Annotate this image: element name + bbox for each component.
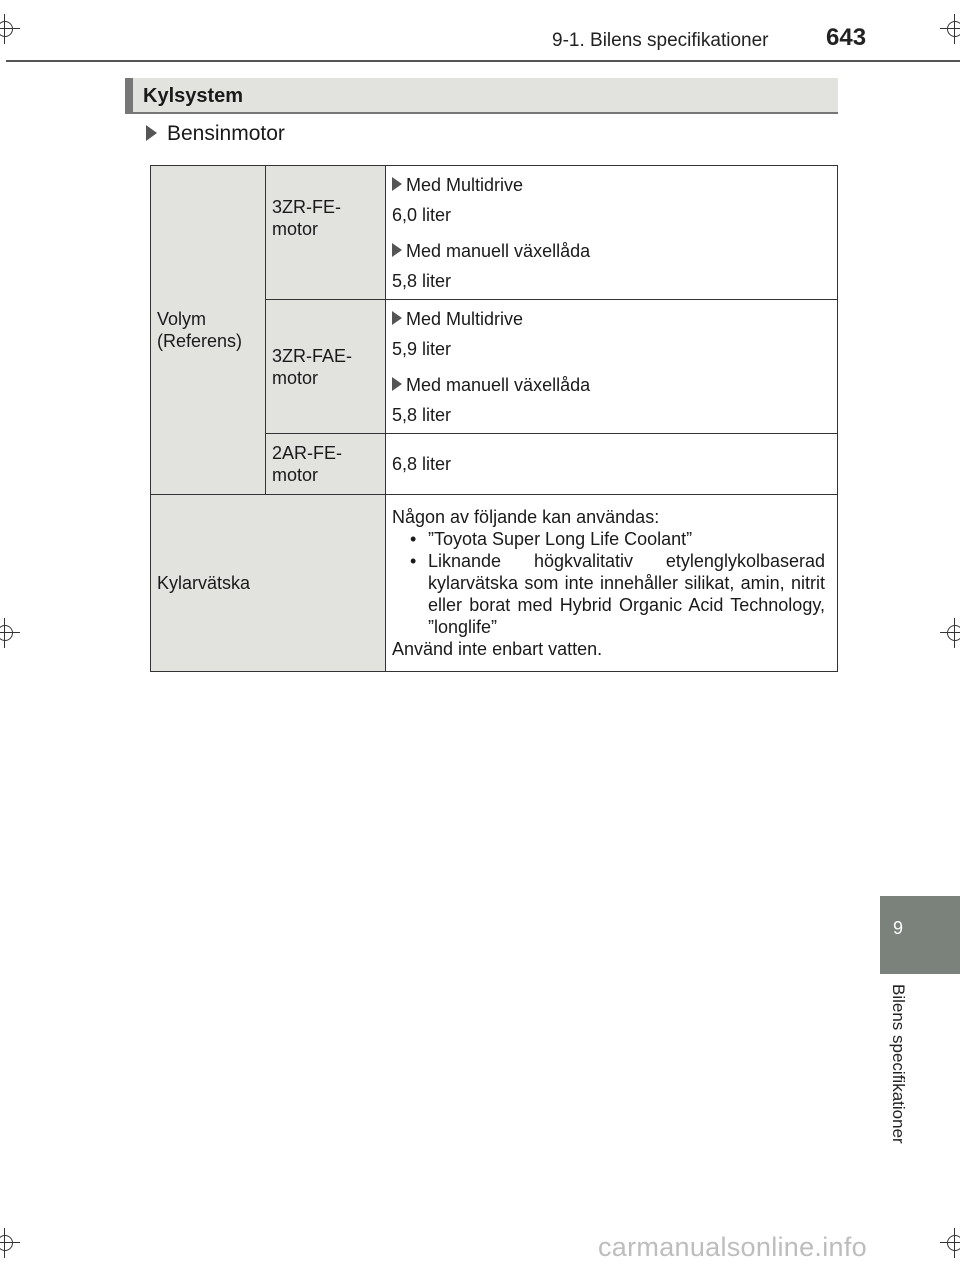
section-heading bbox=[125, 78, 838, 114]
coolant-note: Använd inte enbart vatten. bbox=[392, 639, 603, 659]
volume-label: Volym (Referens) bbox=[157, 309, 243, 351]
engine-name: 2AR-FE- motor bbox=[272, 443, 343, 485]
triangle-bullet-icon bbox=[392, 311, 402, 325]
page-number: 643 bbox=[826, 24, 867, 51]
option-label-text: Med manuell växellåda bbox=[406, 240, 591, 261]
coolant-label: Kylarvätska bbox=[157, 573, 251, 593]
option-value: 5,8 liter bbox=[392, 270, 452, 291]
subheading bbox=[146, 122, 285, 146]
option-label bbox=[392, 308, 831, 330]
triangle-bullet-icon bbox=[146, 125, 157, 141]
option-label-text: Med manuell växellåda bbox=[406, 374, 591, 395]
triangle-bullet-icon bbox=[392, 243, 402, 257]
option-label-text: Med Multidrive bbox=[406, 174, 524, 195]
coolant-list bbox=[392, 528, 825, 638]
chapter-tab bbox=[880, 896, 960, 974]
registration-mark bbox=[0, 1232, 16, 1254]
list-item: • ”Toyota Super Long Life Coolant” bbox=[392, 528, 825, 550]
watermark: carmanualsonline.info bbox=[598, 1232, 867, 1262]
option-label-text: Med Multidrive bbox=[406, 308, 524, 329]
coolant-description-cell bbox=[386, 495, 838, 672]
engine-name: 3ZR-FAE- motor bbox=[272, 345, 353, 388]
engine-name-cell bbox=[266, 300, 386, 434]
section-heading-text: Kylsystem bbox=[143, 85, 244, 107]
table-row bbox=[151, 495, 838, 672]
triangle-bullet-icon bbox=[392, 177, 402, 191]
registration-mark bbox=[0, 18, 16, 40]
triangle-bullet-icon bbox=[392, 377, 402, 391]
coolant-spec-table bbox=[150, 165, 838, 672]
registration-mark bbox=[944, 18, 960, 40]
option-value: 5,9 liter bbox=[392, 338, 452, 359]
option-value: 6,0 liter bbox=[392, 204, 452, 225]
option-value: 5,8 liter bbox=[392, 404, 452, 425]
subheading-text: Bensinmotor bbox=[167, 122, 285, 145]
volume-label-cell bbox=[151, 166, 266, 495]
registration-mark bbox=[944, 622, 960, 644]
header-rule bbox=[6, 60, 960, 62]
chapter-title: Bilens specifikationer bbox=[889, 984, 908, 1144]
registration-mark bbox=[944, 1232, 960, 1254]
option-label bbox=[392, 174, 831, 196]
volume-values-cell bbox=[386, 166, 838, 300]
option-value: 6,8 liter bbox=[392, 454, 452, 474]
registration-mark bbox=[0, 622, 16, 644]
coolant-label-cell bbox=[151, 495, 386, 672]
coolant-intro: Någon av följande kan användas: bbox=[392, 507, 660, 527]
chapter-number: 9 bbox=[892, 918, 903, 938]
option-label bbox=[392, 240, 831, 262]
volume-values-cell bbox=[386, 434, 838, 495]
table-row bbox=[151, 166, 838, 300]
engine-name-cell bbox=[266, 166, 386, 300]
running-header-section: 9-1. Bilens specifikationer bbox=[552, 30, 769, 51]
volume-values-cell bbox=[386, 300, 838, 434]
engine-name: 3ZR-FE- motor bbox=[272, 196, 341, 239]
option-label bbox=[392, 374, 831, 396]
engine-name-cell bbox=[266, 434, 386, 495]
heading-accent bbox=[125, 78, 133, 112]
list-item: • Liknande högkvalitativ etylenglykolbaserad kylarvätska som inte innehåller silikat, amin, nitrit eller borat med Hybrid Organic Acid Technology, ”longlife” bbox=[392, 550, 825, 638]
